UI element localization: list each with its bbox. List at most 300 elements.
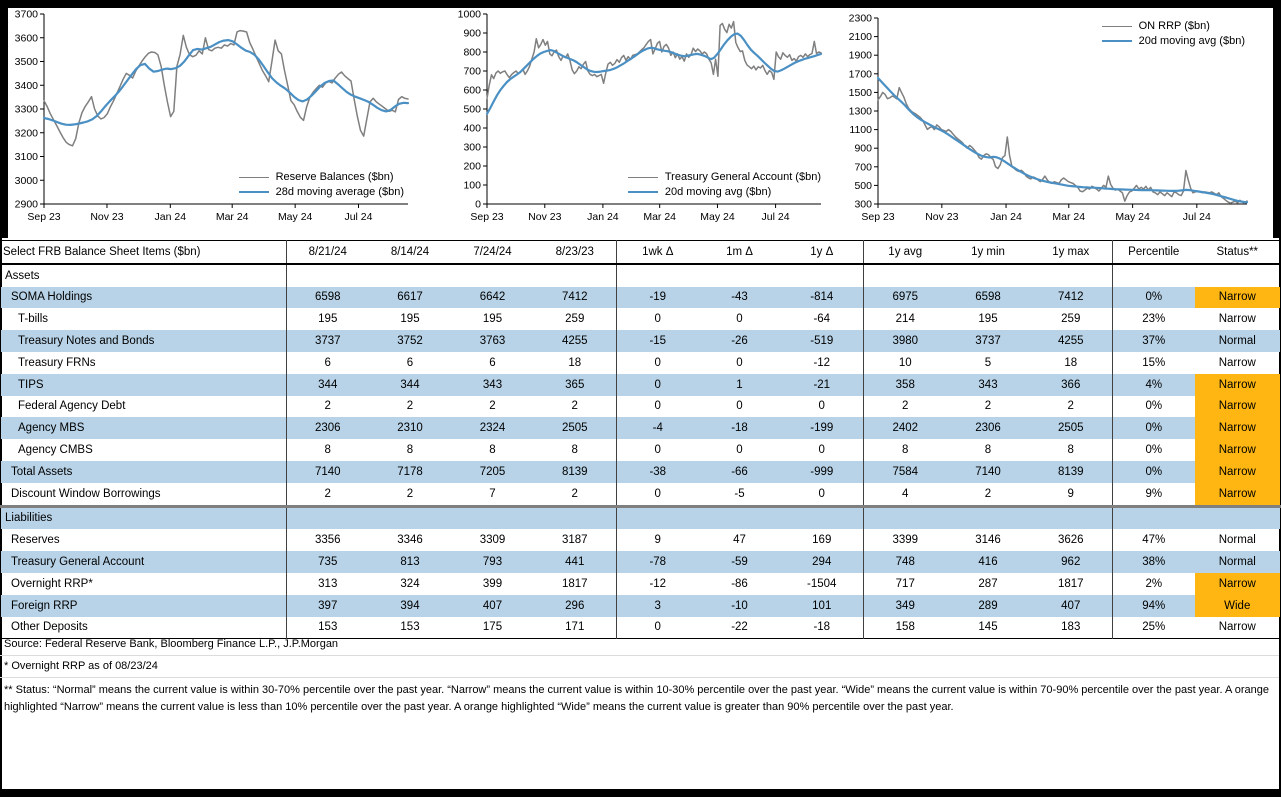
value-cell: -86 [731, 577, 748, 590]
value-cell: -78 [617, 551, 699, 573]
value-cell: 8 [287, 439, 369, 461]
value-cell: 358 [864, 374, 947, 396]
section-row [1, 506, 1281, 529]
y-axis-tick-label: 500 [854, 179, 872, 192]
legend-entry [628, 171, 821, 183]
value-cell [617, 506, 699, 529]
value-cell: 2310 [397, 422, 423, 435]
value-cell: 2505 [1057, 422, 1084, 435]
value-cell: 407 [482, 599, 503, 612]
value-cell: 169 [812, 534, 832, 547]
value-cell: -10 [731, 599, 748, 612]
value-cell: 0 [617, 439, 699, 461]
value-cell: 3737 [975, 335, 1001, 348]
y-axis-tick-label: 1000 [457, 8, 481, 21]
value-cell: 313 [287, 573, 369, 595]
legend-entry [239, 171, 404, 183]
value-cell: 962 [1061, 556, 1081, 569]
row-label: Agency MBS [18, 422, 85, 435]
y-axis-tick-label: 300 [854, 198, 872, 211]
value-cell: 6617 [397, 291, 423, 304]
value-cell: 4255 [561, 335, 588, 348]
value-cell: 3346 [397, 534, 423, 547]
value-cell: 3763 [479, 335, 506, 348]
value-cell: 7 [489, 487, 496, 500]
percentile-cell: 2% [1113, 573, 1195, 595]
value-cell: 9 [617, 529, 699, 551]
legend-label: 20d moving avg ($bn) [1138, 35, 1245, 47]
on-rrp-legend [1102, 20, 1245, 47]
table-row [1, 551, 1281, 573]
table-row [1, 308, 1281, 330]
value-cell [781, 506, 864, 529]
value-cell: -999 [810, 465, 834, 478]
section-row [1, 264, 1281, 287]
value-cell: 344 [287, 374, 369, 396]
value-cell: 1817 [561, 577, 588, 590]
percentile-cell: 9% [1113, 483, 1195, 506]
reserve-balances-legend [239, 171, 404, 198]
y-axis-tick-label: 3400 [14, 79, 38, 92]
value-cell: 343 [482, 378, 503, 391]
y-axis-tick-label: 1300 [848, 105, 872, 118]
value-cell: 18 [568, 356, 582, 369]
y-axis-tick-label: 3600 [14, 32, 38, 45]
value-cell [1030, 264, 1113, 287]
value-cell: 0 [617, 308, 699, 330]
series-line [487, 22, 821, 99]
percentile-cell: 94% [1113, 595, 1195, 617]
value-cell: 4255 [1057, 335, 1084, 348]
treasury-general-account-chart [443, 8, 833, 238]
x-axis-tick-label: Jan 24 [990, 211, 1022, 223]
value-cell: 748 [864, 551, 947, 573]
table-row [1, 595, 1281, 617]
legend-label: 28d moving average ($bn) [275, 186, 404, 198]
status-cell: Narrow [1218, 313, 1256, 326]
value-cell: 0 [617, 483, 699, 506]
percentile-cell: 0% [1113, 461, 1195, 483]
value-cell: 6598 [975, 291, 1001, 304]
legend-line-swatch [1102, 40, 1132, 42]
x-axis-tick-label: Jul 24 [1182, 211, 1211, 223]
value-cell: 0 [736, 400, 743, 413]
table-row [1, 483, 1281, 506]
column-header: 1wk Δ [617, 241, 699, 264]
y-axis-tick-label: 1700 [848, 68, 872, 81]
value-cell: 717 [864, 573, 947, 595]
percentile-cell [1113, 506, 1195, 529]
table-row [1, 461, 1281, 483]
value-cell: -64 [813, 313, 831, 326]
value-cell [699, 506, 781, 529]
value-cell: 344 [400, 378, 420, 391]
value-cell: 2402 [864, 417, 947, 439]
status-cell: Narrow [1195, 483, 1281, 506]
row-label: Reserves [11, 534, 60, 547]
legend-label: Treasury General Account ($bn) [664, 171, 821, 183]
value-cell: -18 [813, 621, 831, 634]
status-cell: Narrow [1195, 374, 1281, 396]
status-cell: Narrow [1195, 287, 1281, 309]
value-cell: -12 [813, 356, 831, 369]
value-cell: 171 [565, 621, 585, 634]
value-cell: 153 [287, 617, 369, 639]
status-cell: Narrow [1218, 356, 1256, 369]
x-axis-tick-label: Jan 24 [587, 211, 619, 223]
value-cell: 8139 [1057, 465, 1084, 478]
value-cell [369, 506, 452, 529]
column-header: 1y max [1030, 241, 1113, 264]
value-cell: 0 [617, 352, 699, 374]
value-cell: 153 [400, 621, 420, 634]
value-cell: 4 [864, 483, 947, 506]
column-header: 1y avg [864, 241, 947, 264]
y-axis-tick-label: 100 [463, 179, 481, 192]
table-row [1, 529, 1281, 551]
value-cell: 813 [400, 556, 420, 569]
column-header: 7/24/24 [452, 241, 534, 264]
value-cell: 2 [489, 400, 496, 413]
legend-label: ON RRP ($bn) [1138, 20, 1210, 32]
value-cell: 175 [482, 621, 503, 634]
value-cell: 2 [406, 487, 414, 500]
table-row [1, 374, 1281, 396]
y-axis-tick-label: 1100 [849, 124, 872, 137]
value-cell: 294 [812, 556, 832, 569]
value-cell: 441 [565, 556, 585, 569]
value-cell: 6975 [864, 287, 947, 309]
y-axis-tick-label: 800 [463, 46, 481, 59]
y-axis-tick-label: 900 [463, 27, 481, 40]
value-cell [452, 264, 534, 287]
table-row [1, 352, 1281, 374]
value-cell: 8 [984, 444, 992, 457]
value-cell: 259 [1061, 313, 1081, 326]
value-cell: 324 [400, 577, 420, 590]
value-cell: 8 [864, 439, 947, 461]
row-label: Federal Agency Debt [18, 400, 126, 413]
value-cell: 7140 [975, 465, 1001, 478]
x-axis-tick-label: May 24 [277, 211, 313, 223]
table-body [1, 264, 1281, 639]
page-edge-left [0, 0, 8, 238]
value-cell: 6642 [479, 291, 506, 304]
value-cell: -814 [810, 291, 834, 304]
value-cell [947, 264, 1030, 287]
rrp-asof-note: * Overnight RRP as of 08/23/24 [0, 656, 1279, 678]
table-row [1, 573, 1281, 595]
value-cell: 366 [1061, 378, 1081, 391]
value-cell [287, 506, 369, 529]
value-cell: 394 [400, 599, 420, 612]
y-axis-tick-label: 2300 [848, 12, 872, 25]
value-cell: 793 [482, 556, 503, 569]
value-cell: 7205 [479, 465, 506, 478]
y-axis-tick-label: 3200 [14, 127, 38, 140]
y-axis-tick-label: 400 [463, 122, 481, 135]
legend-entry [1102, 35, 1245, 47]
value-cell: 2 [864, 396, 947, 418]
table-row [1, 287, 1281, 309]
y-axis-tick-label: 200 [463, 160, 481, 173]
table-title: Select FRB Balance Sheet Items ($bn) [1, 241, 287, 264]
status-cell: Normal [1218, 556, 1256, 569]
x-axis-tick-label: Mar 24 [215, 211, 249, 223]
percentile-cell: 15% [1113, 352, 1195, 374]
y-axis-tick-label: 500 [463, 103, 481, 116]
value-cell: -519 [810, 335, 834, 348]
value-cell [699, 264, 781, 287]
value-cell: 8 [571, 444, 578, 457]
percentile-cell: 0% [1113, 439, 1195, 461]
value-cell: 8 [1067, 444, 1074, 457]
y-axis-tick-label: 1900 [848, 49, 872, 62]
table-row [1, 396, 1281, 418]
value-cell: 2306 [287, 417, 369, 439]
value-cell: 2 [287, 396, 369, 418]
value-cell: 7412 [1057, 291, 1084, 304]
value-cell: 7140 [287, 461, 369, 483]
value-cell: 3737 [287, 330, 369, 352]
column-header: Status** [1195, 241, 1281, 264]
value-cell: 407 [1061, 599, 1081, 612]
value-cell: 2 [1067, 400, 1074, 413]
value-cell: 365 [565, 378, 585, 391]
value-cell [781, 264, 864, 287]
legend-line-swatch [239, 177, 269, 178]
value-cell: -59 [731, 556, 748, 569]
value-cell: 2 [571, 487, 578, 500]
value-cell [452, 506, 534, 529]
percentile-cell: 37% [1113, 330, 1195, 352]
x-axis-tick-label: Sep 23 [861, 211, 895, 223]
value-cell: 6598 [287, 287, 369, 309]
value-cell: -5 [734, 487, 745, 500]
legend-line-swatch [1102, 26, 1132, 27]
value-cell [947, 506, 1030, 529]
value-cell: 2 [287, 483, 369, 506]
y-axis-tick-label: 600 [463, 84, 481, 97]
percentile-cell: 38% [1113, 551, 1195, 573]
value-cell [369, 264, 452, 287]
value-cell: -4 [617, 417, 699, 439]
value-cell: 195 [400, 313, 420, 326]
tga-plot [443, 8, 833, 238]
y-axis-tick-label: 2100 [848, 31, 872, 44]
value-cell: 195 [978, 313, 998, 326]
table-row [1, 330, 1281, 352]
percentile-cell: 23% [1113, 308, 1195, 330]
series-line [878, 78, 1247, 202]
value-cell: -38 [617, 461, 699, 483]
row-label: Treasury General Account [11, 556, 145, 569]
value-cell: -19 [617, 287, 699, 309]
value-cell: 8139 [561, 465, 588, 478]
value-cell: 2505 [561, 422, 588, 435]
value-cell: 101 [812, 599, 832, 612]
y-axis-tick-label: 3000 [14, 174, 38, 187]
value-cell: 10 [864, 352, 947, 374]
value-cell: 6 [489, 356, 496, 369]
value-cell: 8 [406, 444, 414, 457]
value-cell: 399 [482, 577, 503, 590]
legend-entry [628, 186, 821, 198]
column-header: 1y min [947, 241, 1030, 264]
y-axis-tick-label: 3300 [14, 103, 38, 116]
value-cell: 349 [864, 595, 947, 617]
value-cell: -43 [731, 291, 748, 304]
value-cell [617, 264, 699, 287]
value-cell: 1 [736, 378, 743, 391]
value-cell: 8 [489, 444, 496, 457]
percentile-cell: 4% [1113, 374, 1195, 396]
value-cell: -199 [810, 422, 834, 435]
row-label: TIPS [18, 378, 44, 391]
value-cell: 2306 [975, 422, 1001, 435]
y-axis-tick-label: 1500 [848, 86, 872, 99]
value-cell: 7178 [397, 465, 423, 478]
percentile-cell: 47% [1113, 529, 1195, 551]
x-axis-tick-label: Sep 23 [27, 211, 61, 223]
status-cell: Narrow [1195, 396, 1281, 418]
y-axis-tick-label: 300 [463, 141, 481, 154]
y-axis-tick-label: 0 [475, 198, 481, 211]
status-cell: Wide [1195, 595, 1281, 617]
value-cell: -66 [731, 465, 748, 478]
value-cell: 3752 [397, 335, 423, 348]
x-axis-tick-label: Mar 24 [1052, 211, 1086, 223]
value-cell: 2 [984, 487, 992, 500]
column-header: 8/21/24 [287, 241, 369, 264]
reserve-balances-chart [8, 8, 432, 238]
value-cell: 6 [287, 352, 369, 374]
series-line [44, 31, 408, 146]
value-cell: 0 [736, 313, 743, 326]
series-line [487, 34, 821, 114]
value-cell [534, 506, 617, 529]
row-label: T-bills [18, 313, 49, 326]
status-cell: Narrow [1218, 621, 1256, 634]
table-row [1, 417, 1281, 439]
on-rrp-chart [836, 8, 1273, 238]
value-cell: 397 [287, 595, 369, 617]
table-row [1, 439, 1281, 461]
x-axis-tick-label: Jul 24 [761, 211, 790, 223]
value-cell: 3 [617, 595, 699, 617]
value-cell [287, 264, 369, 287]
column-header: 1m Δ [699, 241, 781, 264]
legend-line-swatch [239, 191, 269, 193]
value-cell: 158 [864, 617, 947, 639]
y-axis-tick-label: 3700 [14, 8, 38, 21]
reserve-balances-plot [8, 8, 432, 238]
status-cell: Normal [1218, 534, 1256, 547]
value-cell: -1504 [807, 577, 837, 590]
value-cell: 343 [978, 378, 998, 391]
value-cell [1030, 506, 1113, 529]
column-header: Percentile [1113, 241, 1195, 264]
value-cell: 0 [818, 487, 825, 500]
legend-label: Reserve Balances ($bn) [275, 171, 394, 183]
value-cell: 0 [617, 617, 699, 639]
row-label: Agency CMBS [18, 444, 93, 457]
status-definition-note: ** Status: “Normal” means the current value is within 30-70% percentile over the past year. “Narrow” means the current value is within 10-30% percentile over the past year. “Wide” means the current value is within 70-90% percentile over the past year. A orange highlighted “Narrow” means the current value is less than 10% percentile over the past year. A orange highlighted “Wide” means the current value is greater than 90% percentile over the past year. [4, 684, 1270, 714]
x-axis-tick-label: May 24 [1115, 211, 1150, 223]
status-cell: Narrow [1195, 573, 1281, 595]
value-cell: -15 [617, 330, 699, 352]
table-header-row [1, 241, 1281, 264]
row-label: Treasury FRNs [18, 356, 96, 369]
row-label: Other Deposits [11, 621, 88, 634]
value-cell: 3356 [287, 529, 369, 551]
column-header: 8/14/24 [369, 241, 452, 264]
value-cell: 1817 [1057, 577, 1084, 590]
value-cell: 2 [571, 400, 578, 413]
x-axis-tick-label: May 24 [700, 211, 735, 223]
column-header: 1y Δ [781, 241, 864, 264]
legend-line-swatch [628, 191, 658, 193]
row-label: Foreign RRP [11, 599, 78, 612]
value-cell [864, 264, 947, 287]
value-cell: 5 [984, 356, 992, 369]
value-cell [534, 264, 617, 287]
value-cell: 6 [406, 356, 414, 369]
y-axis-tick-label: 3100 [14, 151, 38, 163]
y-axis-tick-label: 700 [463, 65, 481, 78]
y-axis-tick-label: 700 [854, 161, 872, 174]
value-cell: 3399 [864, 529, 947, 551]
value-cell: 7412 [561, 291, 588, 304]
value-cell: 3309 [479, 534, 506, 547]
value-cell: 287 [978, 577, 998, 590]
page-edge-right [1273, 0, 1281, 238]
value-cell: 0 [736, 444, 743, 457]
legend-line-swatch [628, 177, 658, 178]
legend-entry [1102, 20, 1245, 32]
value-cell: 9 [1067, 487, 1074, 500]
x-axis-tick-label: Nov 23 [925, 211, 959, 223]
percentile-cell: 0% [1113, 396, 1195, 418]
value-cell: 183 [1061, 621, 1081, 634]
percentile-cell: 25% [1113, 617, 1195, 639]
value-cell: 3980 [864, 330, 947, 352]
status-cell [1195, 506, 1281, 529]
value-cell: 296 [565, 599, 585, 612]
page-edge-top [0, 0, 1281, 8]
y-axis-tick-label: 2900 [14, 198, 38, 211]
percentile-cell: 0% [1113, 417, 1195, 439]
percentile-cell: 0% [1113, 287, 1195, 309]
x-axis-tick-label: Nov 23 [528, 211, 562, 223]
value-cell [864, 506, 947, 529]
value-cell: -12 [617, 573, 699, 595]
value-cell: 416 [978, 556, 998, 569]
value-cell: 145 [978, 621, 998, 634]
column-header: 8/23/23 [534, 241, 617, 264]
value-cell: -18 [731, 422, 748, 435]
x-axis-tick-label: Mar 24 [643, 211, 677, 223]
value-cell: 195 [482, 313, 503, 326]
value-cell: 0 [818, 400, 825, 413]
value-cell: 2324 [479, 422, 506, 435]
value-cell: -22 [731, 621, 748, 634]
value-cell: 0 [818, 444, 825, 457]
legend-entry [239, 186, 404, 198]
x-axis-tick-label: Nov 23 [90, 211, 124, 223]
row-label: Discount Window Borrowings [11, 487, 161, 500]
value-cell: 0 [617, 396, 699, 418]
